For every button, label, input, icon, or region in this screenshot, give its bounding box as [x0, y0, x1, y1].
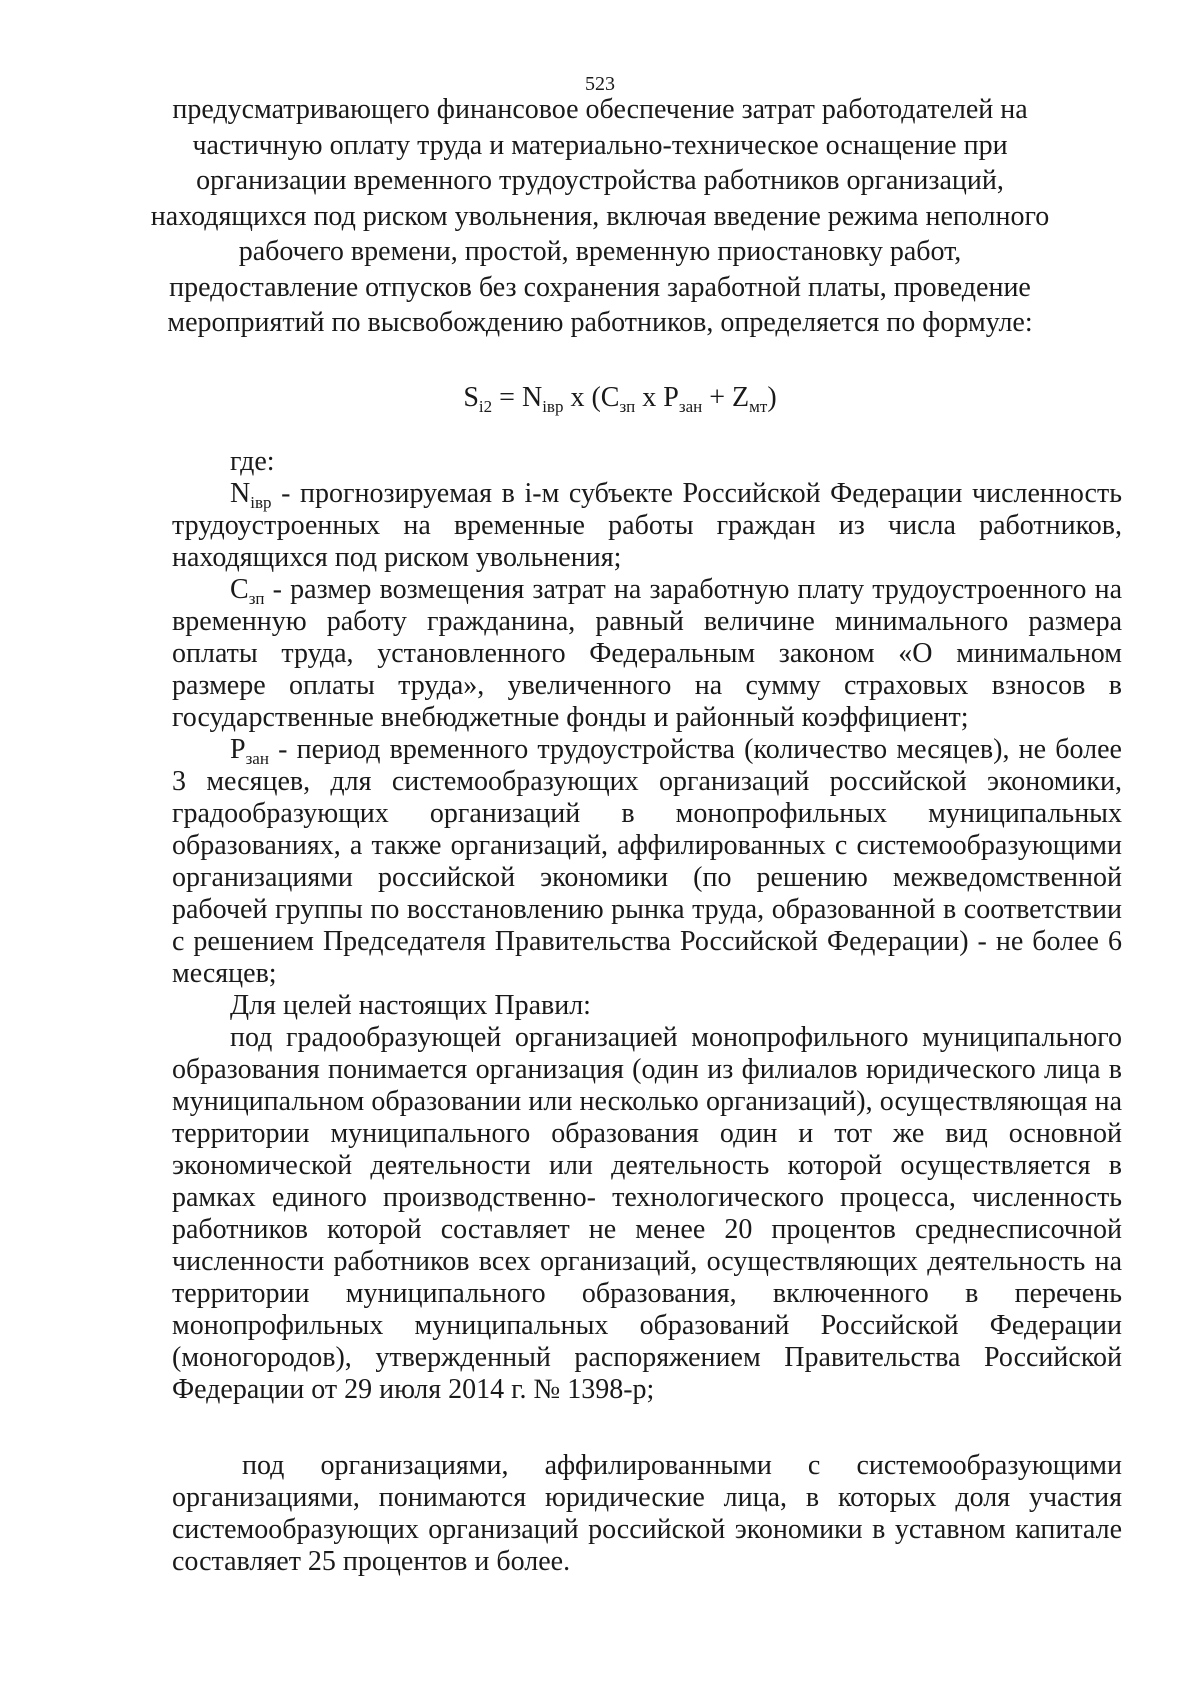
formula-s-sub: i2 [478, 397, 493, 416]
definition-symbol: C [230, 574, 249, 605]
definition-c [172, 574, 1122, 734]
definition-text: - период временного трудоустройства (количество месяцев), не более 3 месяцев, для системообразующих организаций российской экономики, градообразующих организаций в монопрофильных муниципальных образованиях, а также организаций, аффилированных с системообразующими организациями российской экономики (по решению межведомственной рабочей группы по восстановлению рынка труда, образованной в соответствии с решением Председателя Правительства Российской Федерации) - не более 6 месяцев; [172, 734, 1122, 989]
formula-close: ) [767, 382, 777, 413]
paragraph-affiliated: под организациями, аффилированными с системообразующими организациями, понимаются юридические лица, в которых доля участия системообразующих организаций российской экономики в уставном капитале составляет 25 процентов и более. [172, 1450, 1122, 1577]
definition-symbol: P [230, 734, 246, 765]
formula-z: Z [732, 382, 750, 413]
definition-subscript: зп [248, 589, 265, 608]
formula-x2: x [635, 382, 664, 413]
formula-c: C [600, 382, 620, 413]
formula-x1: x ( [563, 382, 601, 413]
definition-text: - прогнозируемая в i-м субъекте Российской Федерации численность трудоустроенных на временные работы граждан из числа работников, находящихся под риском увольнения; [172, 478, 1122, 573]
formula-n-sub: iвр [542, 397, 564, 416]
where-label: где: [230, 446, 275, 477]
formula-p: P [663, 382, 679, 413]
definition-text: - размер возмещения затрат на заработную плату трудоустроенного на временную работу гражданина, равный величине минимального размера оплаты труда, установленного Федеральным законом «О минимальном размере оплаты труда», увеличенного на сумму страховых взносов в государственные внебюджетные фонды и районный коэффициент; [172, 574, 1122, 733]
document-body [172, 446, 1122, 1578]
formula-z-sub: мт [749, 397, 768, 416]
paragraph-city-forming: под градообразующей организацией монопрофильного муниципального образования понимается организация (один из филиалов юридического лица в муниципальном образовании или несколько организаций), осуществляющая на территории муниципального образования один и тот же вид основной экономической деятельности или деятельность которой осуществляется в рамках единого производственно- технологического процесса, численность работников которой составляет не менее 20 процентов среднесписочной численности работников всех организаций, осуществляющих деятельность на территории муниципального образования, включенного в перечень монопрофильных муниципальных образований Российской Федерации (моногородов), утвержденный распоряжением Правительства Российской Федерации от 29 июля 2014 г. № 1398-р; [172, 1022, 1122, 1405]
formula [0, 382, 1200, 414]
formula-n: N [521, 382, 543, 413]
intro-paragraph: предусматривающего финансовое обеспечение затрат работодателей на частичную оплату труда и материально-техническое оснащение при организации временного трудоустройства работников организаций, находящихся под риском увольнения, включая введение режима неполного рабочего времени, простой, временную приостановку работ, предоставление отпусков без сохранения заработной платы, проведение мероприятий по высвобождению работников, определяется по формуле: [150, 94, 1050, 338]
definition-subscript: зан [245, 749, 269, 768]
paragraph-gap [172, 1406, 1122, 1450]
definition-symbol: N [230, 478, 251, 509]
page-number: 523 [585, 73, 615, 95]
definition-subscript: iвр [250, 493, 272, 512]
purpose-label: Для целей настоящих Правил: [230, 990, 591, 1021]
formula-s: S [463, 382, 479, 413]
definition-n [172, 478, 1122, 574]
formula-c-sub: зп [619, 397, 636, 416]
formula-eq: = [492, 382, 522, 413]
formula-plus: + [702, 382, 733, 413]
definition-p [172, 734, 1122, 990]
formula-p-sub: зан [678, 397, 703, 416]
